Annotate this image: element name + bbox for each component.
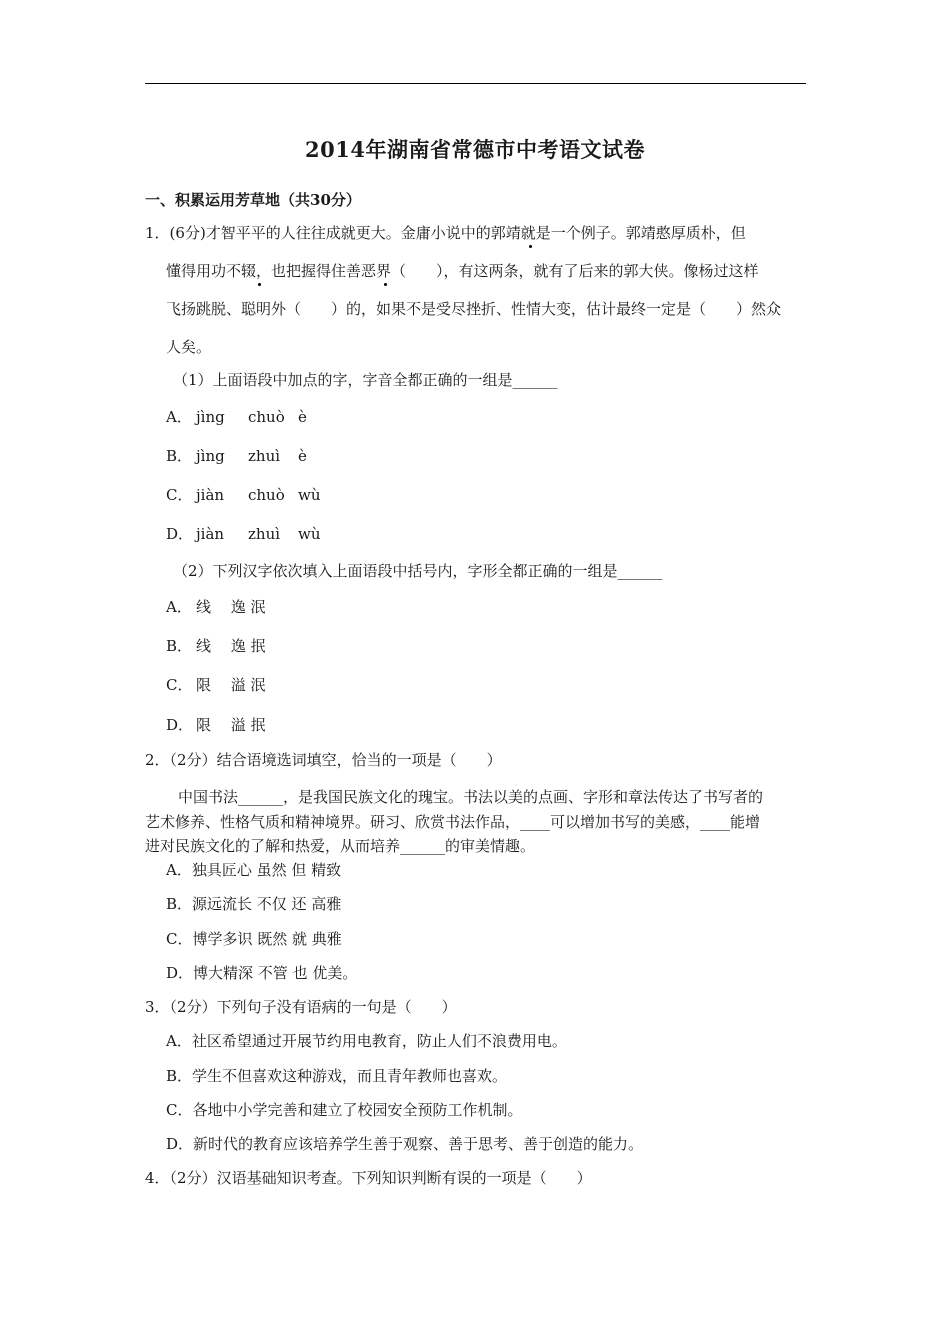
q1-line3: 飞扬跳脱、聪明外（ ）的，如果不是受尽挫折、性情大变，估计最终一定是（ ）然众 — [166, 300, 782, 318]
q2-option: C．博学多识 既然 就 典雅 — [166, 930, 342, 948]
q2-stem: 2．（2分）结合语境选词填空，恰当的一项是（ ） — [145, 751, 502, 769]
option-text: 限 溢 泯 — [196, 676, 266, 694]
q1-sub2-option — [166, 715, 266, 735]
emphasis-dot — [384, 283, 387, 286]
option-text: 线 逸 泯 — [196, 598, 266, 616]
q3-option: D．新时代的教育应该培养学生善于观察、善于思考、善于创造的能力。 — [166, 1135, 644, 1153]
header-rule — [145, 83, 806, 84]
pinyin: chuò — [248, 408, 285, 426]
q1-sub2-option — [166, 636, 266, 656]
q1-line1 — [145, 223, 746, 243]
q1-sub1-option — [166, 524, 321, 544]
option-label: D． — [166, 716, 194, 734]
pinyin: è — [298, 408, 307, 426]
pinyin: wù — [298, 486, 321, 504]
page-title: 2014年湖南省常德市中考语文试卷 — [305, 137, 645, 162]
emphasis-dot — [258, 283, 261, 286]
q1-sub1-option — [166, 446, 307, 466]
option-text: 线 逸 抿 — [196, 637, 266, 655]
option-label: B． — [166, 637, 193, 655]
option-label: A． — [166, 408, 192, 426]
pinyin: è — [298, 447, 307, 465]
pinyin: wù — [298, 525, 321, 543]
q2-passage-line: 中国书法______，是我国民族文化的瑰宝。书法以美的点画、字形和章法传达了书写者的 — [178, 788, 764, 806]
q1-sub1-option — [166, 407, 307, 427]
option-label: C． — [166, 676, 193, 694]
q1-line4: 人矣。 — [166, 338, 212, 356]
option-label: B． — [166, 447, 193, 465]
q2-passage-line: 进对民族文化的了解和热爱，从而培养______的审美情趣。 — [145, 837, 536, 855]
q2-option: D．博大精深 不管 也 优美。 — [166, 964, 358, 982]
option-text: 限 溢 抿 — [196, 716, 266, 734]
pinyin: chuò — [248, 486, 285, 504]
option-label: C． — [166, 486, 193, 504]
pinyin: zhuì — [248, 447, 281, 465]
pinyin: jìng — [196, 447, 225, 465]
q2-passage-line: 艺术修养、性格气质和精神境界。研习、欣赏书法作品，____可以增加书写的美感，____能增 — [145, 813, 761, 831]
q1-sub1: （1）上面语段中加点的字，字音全都正确的一组是______ — [173, 371, 558, 389]
q3-option: A．社区希望通过开展节约用电教育，防止人们不浪费用电。 — [166, 1032, 567, 1050]
pinyin: jiàn — [196, 525, 225, 543]
q1-sub2: （2）下列汉字依次填入上面语段中括号内，字形全都正确的一组是______ — [173, 562, 663, 580]
q2-option: B．源远流长 不仅 还 高雅 — [166, 895, 342, 913]
q3-option: C．各地中小学完善和建立了校园安全预防工作机制。 — [166, 1101, 523, 1119]
q1-line1-text: 1．(6分)才智平平的人往往成就更大。金庸小说中的郭靖就是一个例子。郭靖憨厚质朴，但 — [145, 224, 746, 242]
q4-stem: 4．（2分）汉语基础知识考查。下列知识判断有误的一项是（ ） — [145, 1169, 592, 1187]
q1-sub2-option — [166, 597, 266, 617]
q1-sub2-option — [166, 675, 266, 695]
pinyin: zhuì — [248, 525, 281, 543]
q3-stem: 3．（2分）下列句子没有语病的一句是（ ） — [145, 998, 457, 1016]
q1-sub1-option — [166, 485, 321, 505]
option-label: D． — [166, 525, 194, 543]
pinyin: jìng — [196, 408, 225, 426]
q3-option: B．学生不但喜欢这种游戏，而且青年教师也喜欢。 — [166, 1067, 508, 1085]
emphasis-dot — [529, 245, 532, 248]
section-heading: 一、积累运用芳草地（共30分） — [145, 191, 361, 209]
option-label: A． — [166, 598, 192, 616]
q2-option: A．独具匠心 虽然 但 精致 — [166, 861, 342, 879]
q1-line2: 懂得用功不辍，也把握得住善恶界（ ），有这两条，就有了后来的郭大侠。像杨过这样 — [166, 262, 759, 280]
pinyin: jiàn — [196, 486, 225, 504]
